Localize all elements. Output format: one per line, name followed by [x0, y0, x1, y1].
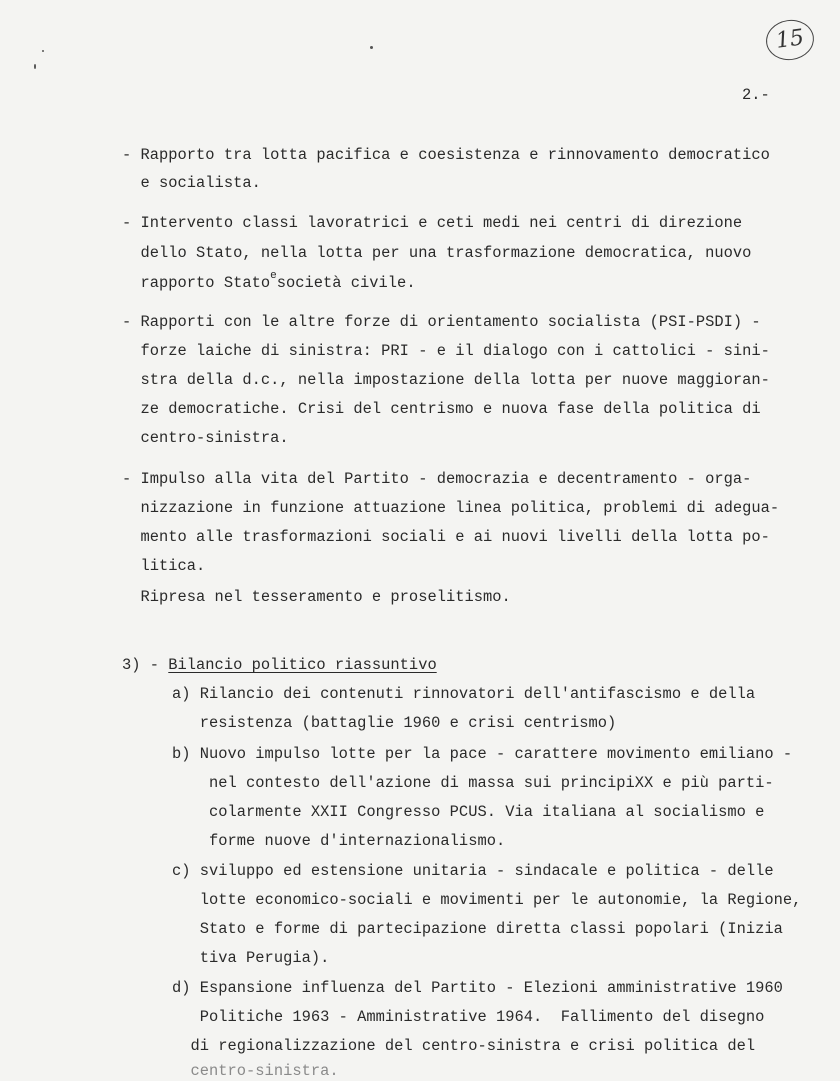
item-2-line-1: - Intervento classi lavoratrici e ceti medi nei centri di direzione: [122, 214, 743, 232]
item-3-line-4: ze democratiche. Crisi del centrismo e nuova fase della politica di: [122, 400, 761, 418]
item-4-line-4: litica.: [122, 557, 206, 575]
section-heading: [122, 655, 437, 675]
item-3-line-3: stra della d.c., nella impostazione della lotta per nuove maggioran-: [122, 371, 770, 389]
item-2-line-3-pre: rapporto Stato: [122, 274, 271, 292]
subitem-d-line-1: d) Espansione influenza del Partito - Elezioni amministrative 1960: [172, 979, 783, 997]
subitem-c-line-4: tiva Perugia).: [172, 949, 330, 967]
item-2-line-3: [122, 270, 416, 295]
subitem-d-line-4: centro-sinistra.: [172, 1062, 339, 1080]
item-2-line-3-post: società civile.: [276, 274, 416, 292]
ink-speck: [42, 50, 44, 52]
superscript-e: e: [270, 270, 277, 282]
item-1-line-2: e socialista.: [122, 174, 261, 192]
item-1-line-1: - Rapporto tra lotta pacifica e coesistenza e rinnovamento democratico: [122, 146, 770, 164]
item-4-line-5: Ripresa nel tesseramento e proselitismo.: [122, 588, 511, 606]
subitem-d-line-2: Politiche 1963 - Amministrative 1964. Fallimento del disegno: [172, 1008, 765, 1026]
page-number: 2.-: [742, 86, 770, 104]
subitem-b-line-2: nel contesto dell'azione di massa sui principiXX e più parti-: [172, 774, 774, 792]
subitem-a-line-2: resistenza (battaglie 1960 e crisi centrismo): [172, 714, 617, 732]
item-2-line-2: dello Stato, nella lotta per una trasformazione democratica, nuovo: [122, 244, 752, 262]
subitem-a-line-1: a) Rilancio dei contenuti rinnovatori dell'antifascismo e della: [172, 685, 756, 703]
item-4-line-3: mento alle trasformazioni sociali e ai nuovi livelli della lotta po-: [122, 528, 770, 546]
item-3-line-2: forze laiche di sinistra: PRI - e il dialogo con i cattolici - sini-: [122, 342, 770, 360]
folio-stamp: 15: [763, 17, 816, 63]
subitem-c-line-2: lotte economico-sociali e movimenti per le autonomie, la Regione,: [172, 891, 802, 909]
subitem-c-line-1: c) sviluppo ed estensione unitaria - sindacale e politica - delle: [172, 862, 774, 880]
subitem-c-line-3: Stato e forme di partecipazione diretta classi popolari (Inizia: [172, 920, 783, 938]
section-number: 3) -: [122, 656, 169, 674]
subitem-b-line-3: colarmente XXII Congresso PCUS. Via italiana al socialismo e: [172, 803, 765, 821]
item-4-line-2: nizzazione in funzione attuazione linea politica, problemi di adegua-: [122, 499, 780, 517]
item-4-line-1: - Impulso alla vita del Partito - democrazia e decentramento - orga-: [122, 470, 752, 488]
item-3-line-5: centro-sinistra.: [122, 429, 289, 447]
subitem-b-line-4: forme nuove d'internazionalismo.: [172, 832, 506, 850]
subitem-b-line-1: b) Nuovo impulso lotte per la pace - carattere movimento emiliano -: [172, 745, 793, 763]
ink-speck: [34, 64, 36, 69]
section-title: Bilancio politico riassuntivo: [168, 656, 437, 674]
subitem-d-line-3: di regionalizzazione del centro-sinistra e crisi politica del: [172, 1037, 756, 1055]
item-3-line-1: - Rapporti con le altre forze di orientamento socialista (PSI-PSDI) -: [122, 313, 761, 331]
ink-speck: [370, 46, 373, 49]
